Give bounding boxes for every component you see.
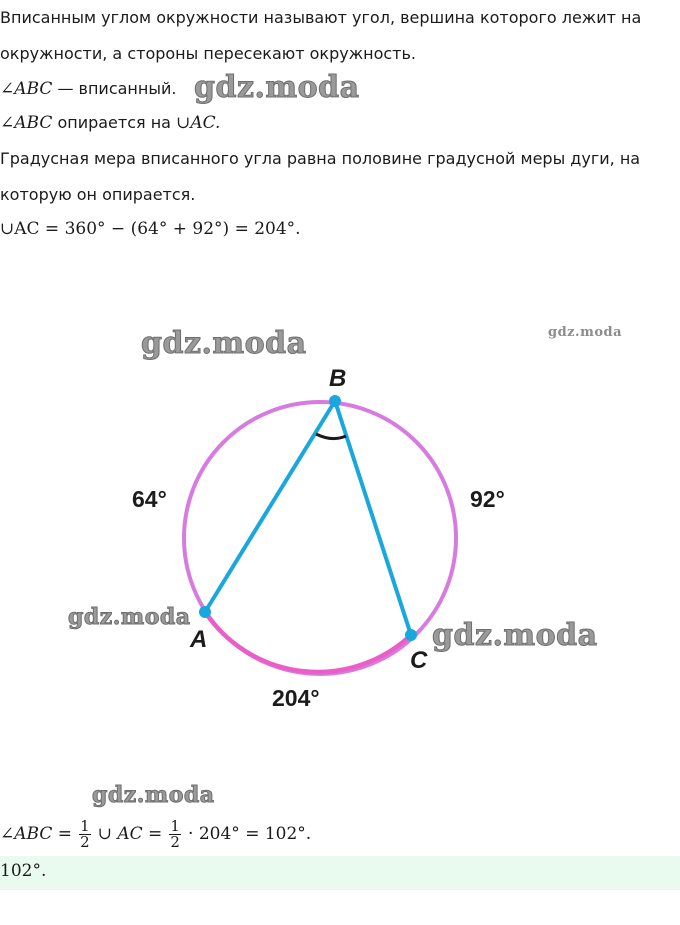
inscribed-text: — вписанный. — [57, 79, 177, 98]
point-b — [329, 395, 341, 407]
answer-box — [0, 856, 680, 890]
chord-ba — [205, 401, 335, 612]
fraction-2-numerator: 1 — [170, 817, 180, 835]
watermark-bottom: gdz.moda — [92, 782, 215, 808]
inscribed-angle-figure — [0, 300, 680, 730]
answer-value: 102°. — [0, 861, 47, 881]
watermark-figure-right-small: gdz.moda — [548, 325, 623, 340]
final-mid: ∪ AC = — [97, 824, 163, 844]
definition-line-2: окружности, а стороны пересекают окружность. — [0, 44, 417, 63]
label-c: C — [410, 647, 428, 674]
theorem-line-1: Градусная мера вписанного угла равна половине градусной меры дуги, на — [0, 149, 641, 168]
fraction-1-denominator: 2 — [80, 833, 90, 851]
point-c — [405, 629, 417, 641]
fraction-half-1 — [79, 819, 91, 850]
fraction-2-denominator: 2 — [170, 833, 180, 851]
watermark-figure-left: gdz.moda — [141, 326, 307, 361]
chord-bc — [335, 401, 411, 635]
angle-b-mark — [316, 434, 346, 439]
final-formula — [0, 813, 311, 855]
rests-on-statement — [0, 111, 220, 135]
arc-ac — [205, 612, 411, 672]
label-a: A — [190, 626, 208, 653]
definition-line-1: Вписанным углом окружности называют угол, вершина которого лежит на — [0, 8, 642, 27]
watermark-top: gdz.moda — [194, 70, 360, 105]
final-lhs: ∠ABC = — [0, 824, 72, 844]
label-b: B — [329, 365, 347, 392]
label-arc-bottom: 204° — [272, 685, 320, 711]
label-arc-left: 64° — [132, 486, 167, 512]
fraction-half-2 — [169, 819, 181, 850]
label-arc-right: 92° — [470, 486, 505, 512]
rests-text: опирается на — [57, 113, 171, 132]
arc-calculation: ∪AC = 360° − (64° + 92°) = 204°. — [0, 219, 301, 239]
final-rhs: · 204° = 102°. — [188, 824, 312, 844]
theorem-line-2: которую он опирается. — [0, 185, 196, 204]
watermark-near-c: gdz.moda — [432, 618, 598, 653]
inscribed-angle-statement — [0, 77, 176, 101]
angle-abc-symbol: ∠ABC — [0, 79, 53, 99]
arc-ac-symbol: ∪AC. — [176, 113, 221, 133]
point-a — [199, 606, 211, 618]
watermark-near-a: gdz.moda — [68, 604, 191, 630]
angle-abc-symbol-2: ∠ABC — [0, 113, 53, 133]
fraction-1-numerator: 1 — [80, 817, 90, 835]
